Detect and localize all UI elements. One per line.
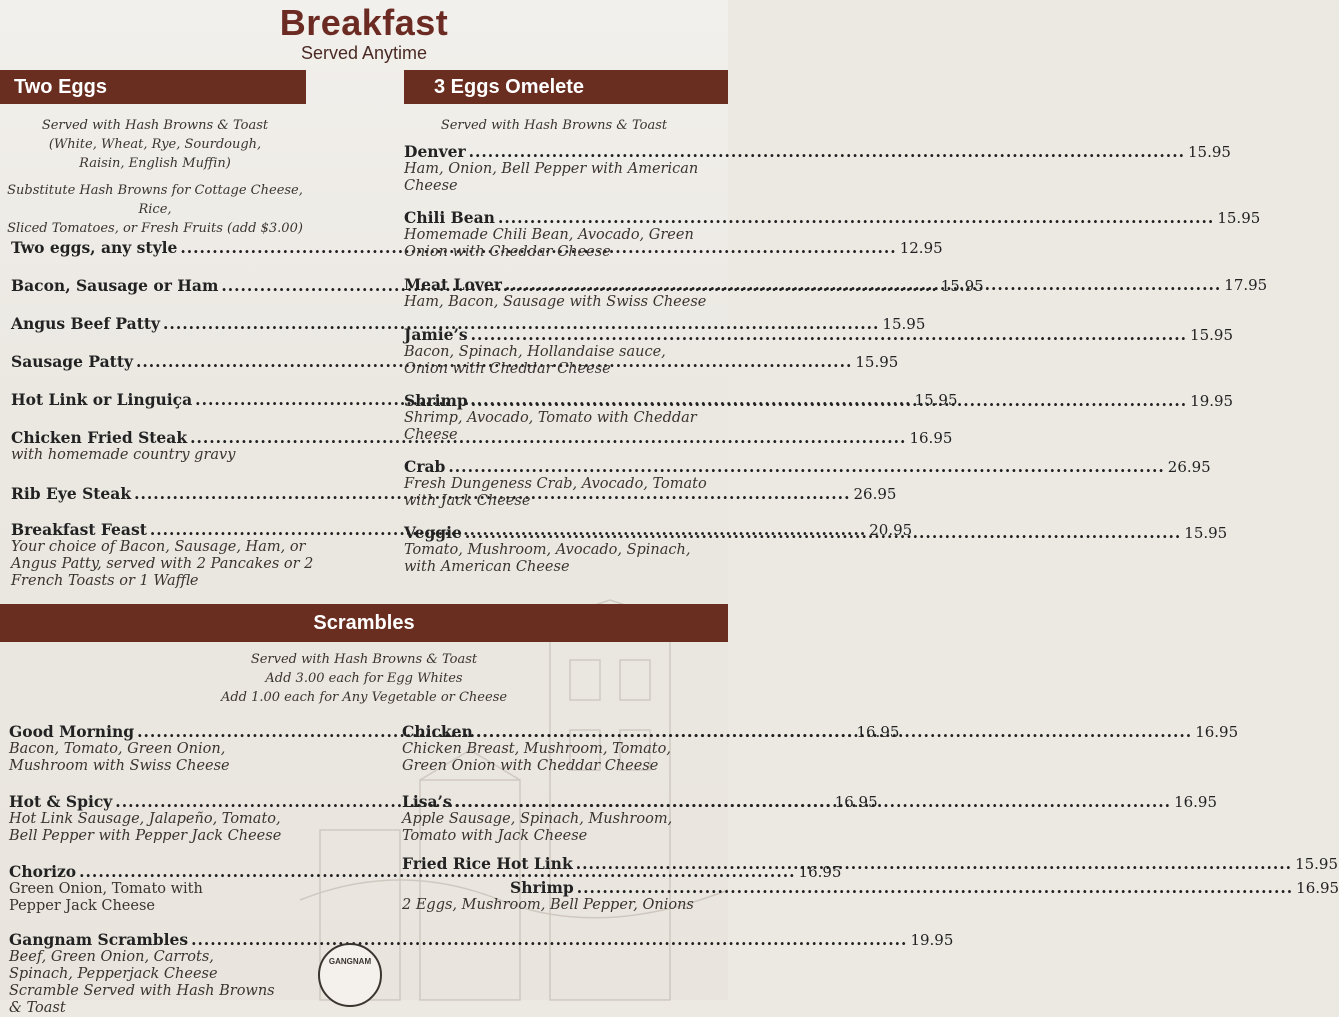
two-eggs-substitute-note: Sliced Tomatoes, or Fresh Fruits (add $3.00): [7, 221, 303, 236]
item-price: 26.95: [853, 485, 897, 503]
leader-dots: [471, 391, 1187, 410]
item-name: Chili Bean: [404, 208, 495, 227]
scrambles-notes: [0, 650, 728, 707]
item-name: Gangnam Scrambles: [9, 930, 189, 949]
two-eggs-substitute-note: Substitute Hash Browns for Cottage Cheese, Rice,: [7, 183, 303, 217]
item-price: 19.95: [1190, 392, 1234, 410]
item-price: 16.95: [1296, 879, 1339, 897]
item-description: with homemade country gravy: [11, 447, 236, 463]
item-name: Denver: [404, 142, 466, 161]
menu-item: [402, 792, 1218, 854]
leader-dots: [448, 457, 1164, 476]
scrambles-note: Served with Hash Browns & Toast: [250, 652, 478, 667]
menu-item: [404, 142, 1231, 208]
item-description: Tomato, Mushroom, Avocado, Spinach, with American Cheese: [404, 542, 691, 575]
scrambles-heading: Scrambles: [313, 612, 415, 634]
item-name: Hot & Spicy: [9, 792, 113, 811]
item-name: Chicken: [402, 722, 473, 741]
omelete-heading: 3 Eggs Omelete: [434, 76, 585, 98]
item-description: Bacon, Spinach, Hollandaise sauce, Onion with Cheddar Cheese: [404, 344, 666, 377]
item-name: Meat Lover: [404, 275, 502, 294]
item-price: 16.95: [909, 429, 953, 447]
item-name: Fried Rice Hot Link: [402, 854, 573, 873]
item-price: 17.95: [1224, 276, 1268, 294]
item-description: Ham, Bacon, Sausage with Swiss Cheese: [404, 294, 707, 310]
leader-dots: [505, 275, 1221, 294]
item-name: Hot Link or Linguiça: [11, 390, 193, 409]
item-price: 15.95: [882, 315, 926, 333]
omelete-section: [404, 116, 704, 135]
item-name: Shrimp: [510, 878, 574, 897]
leader-dots: [576, 854, 1292, 873]
restaurant-logo: [318, 943, 382, 1007]
two-eggs-note: (White, Wheat, Rye, Sourdough,: [48, 137, 262, 152]
leader-dots: [455, 792, 1171, 811]
item-price: 15.95: [1190, 326, 1233, 344]
item-description: Ham, Onion, Bell Pepper with American Cheese: [404, 161, 699, 194]
scrambles-heading-bar: [0, 604, 728, 642]
item-name: Angus Beef Patty: [11, 314, 161, 333]
two-eggs-section: [4, 116, 306, 238]
item-price: 15.95: [855, 353, 899, 371]
item-description: Hot Link Sausage, Jalapeño, Tomato, Bell Pepper with Pepper Jack Cheese: [9, 811, 282, 844]
item-price: 15.95: [914, 391, 958, 409]
item-description: Beef, Green Onion, Carrots, Spinach, Pepperjack Cheese Scramble Served with Hash Browns & Toast: [9, 949, 275, 1016]
item-name: Chorizo: [9, 862, 77, 881]
scrambles-right-items: [402, 722, 1339, 914]
item-name: Veggie: [404, 523, 462, 542]
item-description: 2 Eggs, Mushroom, Bell Pepper, Onions: [402, 897, 694, 913]
item-description: Your choice of Bacon, Sausage, Ham, or Angus Patty, served with 2 Pancakes or 2 French Toasts or 1 Waffle: [11, 539, 314, 589]
scrambles-note: Add 1.00 each for Any Vegetable or Cheese: [220, 690, 508, 705]
item-name: Shrimp: [404, 391, 468, 410]
two-eggs-note: Raisin, English Muffin): [79, 156, 231, 171]
item-price: 16.95: [856, 723, 900, 741]
item-price: 19.95: [910, 931, 954, 949]
scrambles-note: Add 3.00 each for Egg Whites: [265, 671, 463, 686]
item-description: Homemade Chili Bean, Avocado, Green Onion with Cheddar Cheese: [404, 227, 694, 260]
item-price: 15.95: [1217, 209, 1261, 227]
page-title: Breakfast: [279, 2, 449, 43]
item-name: Breakfast Feast: [11, 520, 147, 539]
leader-dots: [498, 208, 1214, 227]
omelete-heading-bar: [404, 70, 728, 104]
leader-dots: [469, 142, 1185, 161]
item-description: Shrimp, Avocado, Tomato with Cheddar Cheese: [404, 410, 697, 443]
item-name: Rib Eye Steak: [11, 484, 132, 503]
item-description: Green Onion, Tomato with Pepper Jack Cheese: [9, 881, 203, 914]
leader-dots: [191, 930, 907, 949]
item-description: Apple Sausage, Spinach, Mushroom, Tomato with Jack Cheese: [402, 811, 673, 844]
leader-dots: [577, 878, 1293, 897]
two-eggs-heading-bar: [0, 70, 306, 104]
item-price: 12.95: [899, 239, 943, 257]
menu-item: [404, 325, 1233, 391]
item-price: 16.95: [798, 863, 842, 881]
two-eggs-heading: Two Eggs: [14, 76, 107, 98]
leader-dots: [476, 722, 1192, 741]
item-name: Chicken Fried Steak: [11, 428, 188, 447]
item-price: 26.95: [1167, 458, 1211, 476]
item-price: 20.95: [869, 521, 913, 539]
menu-item: [404, 457, 1211, 523]
item-name: Good Morning: [9, 722, 135, 741]
item-name: Jamie’s: [404, 325, 468, 344]
item-price: 16.95: [1174, 793, 1218, 811]
menu-item: [402, 878, 1339, 914]
item-price: 15.95: [1188, 143, 1231, 161]
item-price: 15.95: [940, 277, 984, 295]
item-name: Two eggs, any style: [11, 238, 178, 257]
item-price: 15.95: [1184, 524, 1228, 542]
item-name: Bacon, Sausage or Ham: [11, 276, 219, 295]
leader-dots: [471, 325, 1187, 344]
item-description: Fresh Dungeness Crab, Avocado, Tomato with Jack Cheese: [404, 476, 707, 509]
item-price: 16.95: [834, 793, 878, 811]
menu-item: [9, 930, 954, 1017]
leader-dots: [465, 523, 1181, 542]
item-price: 15.95: [1295, 855, 1339, 873]
item-name: Crab: [404, 457, 446, 476]
logo-text: GANGNAM: [328, 957, 372, 966]
item-name: Lisa’s: [402, 792, 452, 811]
item-price: 16.95: [1195, 723, 1239, 741]
two-eggs-note: Served with Hash Browns & Toast: [41, 118, 269, 133]
item-description: Chicken Breast, Mushroom, Tomato, Green Onion with Cheddar Cheese: [402, 741, 671, 774]
item-name: Sausage Patty: [11, 352, 133, 371]
omelete-note: Served with Hash Browns & Toast: [440, 118, 668, 133]
item-description: Bacon, Tomato, Green Onion, Mushroom with Swiss Cheese: [9, 741, 230, 774]
page-subtitle: Served Anytime: [300, 43, 428, 63]
menu-item: [402, 722, 1239, 792]
